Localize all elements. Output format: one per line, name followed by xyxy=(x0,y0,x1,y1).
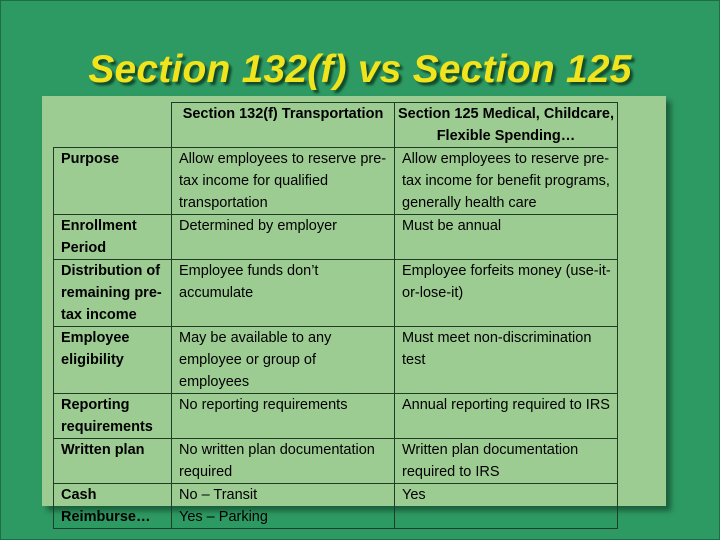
comparison-table xyxy=(53,102,618,529)
cell-125-reporting-requirements: Annual reporting required to IRS xyxy=(395,394,618,439)
row-label-purpose: Purpose xyxy=(54,148,172,215)
cell-125-enrollment-period: Must be annual xyxy=(395,215,618,260)
cell-132f-reporting-requirements: No reporting requirements xyxy=(172,394,395,439)
cash-reimburse-parking: Yes – Parking xyxy=(179,509,268,525)
cell-125-written-plan: Written plan documentation required to IRS xyxy=(395,439,618,484)
slide-title: Section 132(f) vs Section 125 xyxy=(88,48,632,91)
cell-125-employee-eligibility: Must meet non-discrimination test xyxy=(395,327,618,394)
row-label-enrollment-period: Enrollment Period xyxy=(54,215,172,260)
row-label-reporting-requirements: Reporting requirements xyxy=(54,394,172,439)
cell-132f-employee-eligibility: May be available to any employee or group of employees xyxy=(172,327,395,394)
table-row-distribution xyxy=(54,260,618,327)
row-label-cash-reimburse: Cash Reimburse… xyxy=(54,484,172,529)
table-corner-cell xyxy=(54,103,172,148)
table-row-written-plan xyxy=(54,439,618,484)
row-label-employee-eligibility: Employee eligibility xyxy=(54,327,172,394)
cell-132f-cash-reimburse xyxy=(172,484,395,529)
cell-125-cash-reimburse: Yes xyxy=(395,484,618,529)
cell-132f-enrollment-period: Determined by employer xyxy=(172,215,395,260)
cell-125-distribution: Employee forfeits money (use-it-or-lose-it) xyxy=(395,260,618,327)
table-row-cash-reimburse xyxy=(54,484,618,529)
cell-132f-purpose: Allow employees to reserve pre-tax income for qualified transportation xyxy=(172,148,395,215)
cash-reimburse-transit: No – Transit xyxy=(179,487,258,503)
table-row-employee-eligibility xyxy=(54,327,618,394)
table-header-row xyxy=(54,103,618,148)
header-section-125: Section 125 Medical, Childcare, Flexible Spending… xyxy=(395,103,618,148)
row-label-distribution: Distribution of remaining pre-tax income xyxy=(54,260,172,327)
cell-132f-written-plan: No written plan documentation required xyxy=(172,439,395,484)
cell-125-purpose: Allow employees to reserve pre-tax income for benefit programs, generally health care xyxy=(395,148,618,215)
table-row-enrollment-period xyxy=(54,215,618,260)
table-row-reporting-requirements xyxy=(54,394,618,439)
row-label-written-plan: Written plan xyxy=(54,439,172,484)
cell-132f-distribution: Employee funds don’t accumulate xyxy=(172,260,395,327)
table-row-purpose xyxy=(54,148,618,215)
header-section-132f: Section 132(f) Transportation xyxy=(172,103,395,148)
